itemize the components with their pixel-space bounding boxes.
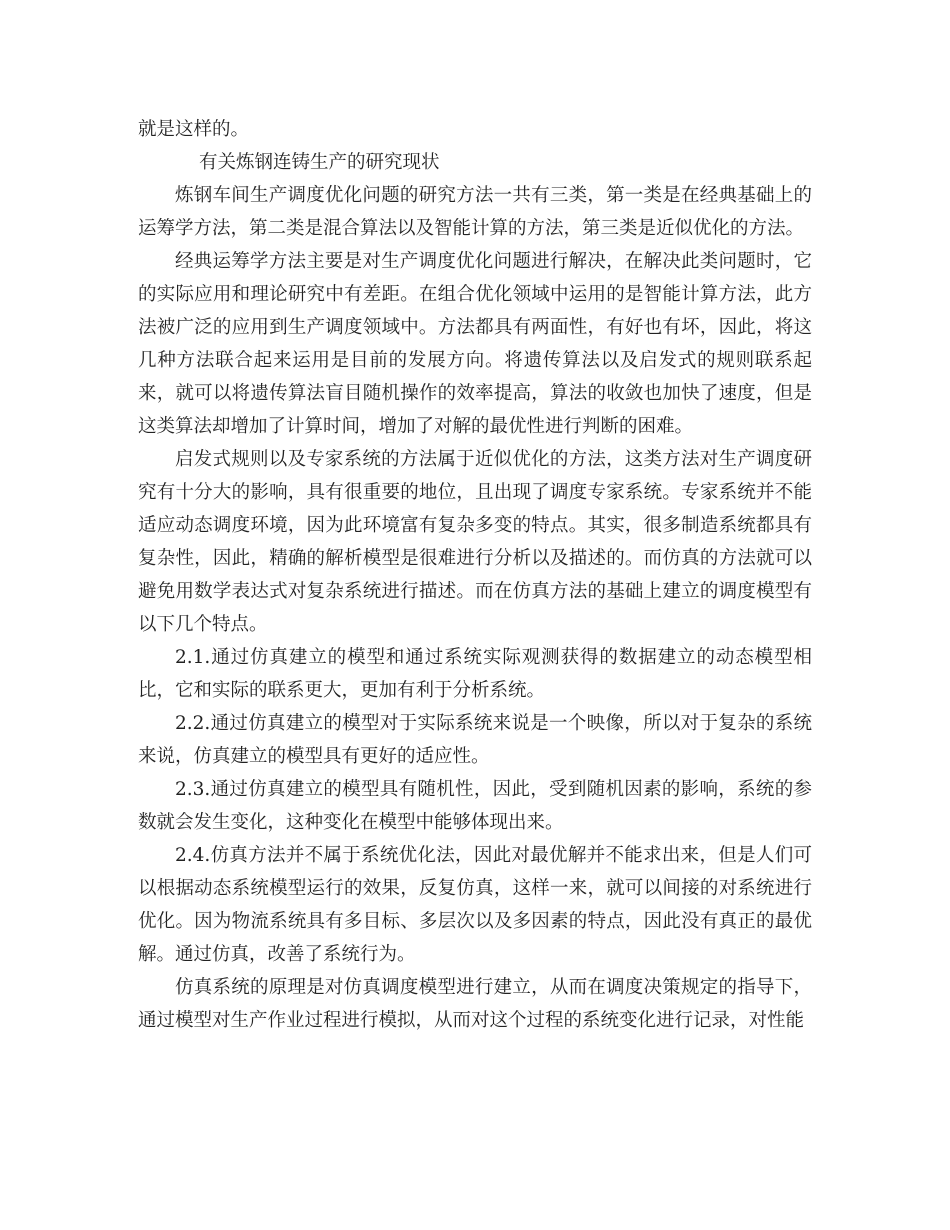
document-body bbox=[138, 113, 812, 1037]
paragraph: 经典运筹学方法主要是对生产调度优化问题进行解决，在解决此类问题时，它的实际应用和理论研究中有差距。在组合优化领域中运用的是智能计算方法，此方法被广泛的应用到生产调度领域中。方法都具有两面性，有好也有坏，因此，将这几种方法联合起来运用是目前的发展方向。将遗传算法以及启发式的规则联系起来，就可以将遗传算法盲目随机操作的效率提高，算法的收敛也加快了速度，但是这类算法却增加了计算时间，增加了对解的最优性进行判断的困难。 bbox=[138, 251, 812, 437]
paragraph: 炼钢车间生产调度优化问题的研究方法一共有三类，第一类是在经典基础上的运筹学方法，第二类是混合算法以及智能计算的方法，第三类是近似优化的方法。 bbox=[138, 185, 812, 239]
list-item-2-3: 2.3.通过仿真建立的模型具有随机性，因此，受到随机因素的影响，系统的参数就会发生变化，这种变化在模型中能够体现出来。 bbox=[138, 779, 812, 833]
paragraph: 启发式规则以及专家系统的方法属于近似优化的方法，这类方法对生产调度研究有十分大的影响，具有很重要的地位，且出现了调度专家系统。专家系统并不能适应动态调度环境，因为此环境富有复杂多变的特点。其实，很多制造系统都具有复杂性，因此，精确的解析模型是很难进行分析以及描述的。而仿真的方法就可以避免用数学表达式对复杂系统进行描述。而在仿真方法的基础上建立的调度模型有以下几个特点。 bbox=[138, 449, 812, 635]
paragraph-continuation: 就是这样的。 bbox=[138, 119, 250, 140]
list-item-2-1: 2.1.通过仿真建立的模型和通过系统实际观测获得的数据建立的动态模型相比，它和实际的联系更大，更加有利于分析系统。 bbox=[138, 647, 812, 701]
list-item-2-4: 2.4.仿真方法并不属于系统优化法，因此对最优解并不能求出来，但是人们可以根据动态系统模型运行的效果，反复仿真，这样一来，就可以间接的对系统进行优化。因为物流系统具有多目标、多层次以及多因素的特点，因此没有真正的最优解。通过仿真，改善了系统行为。 bbox=[138, 845, 812, 965]
section-heading: 有关炼钢连铸生产的研究现状 bbox=[199, 152, 440, 173]
paragraph: 仿真系统的原理是对仿真调度模型进行建立，从而在调度决策规定的指导下，通过模型对生产作业过程进行模拟，从而对这个过程的系统变化进行记录，对性能 bbox=[138, 977, 812, 1031]
list-item-2-2: 2.2.通过仿真建立的模型对于实际系统来说是一个映像，所以对于复杂的系统来说，仿真建立的模型具有更好的适应性。 bbox=[138, 713, 812, 767]
